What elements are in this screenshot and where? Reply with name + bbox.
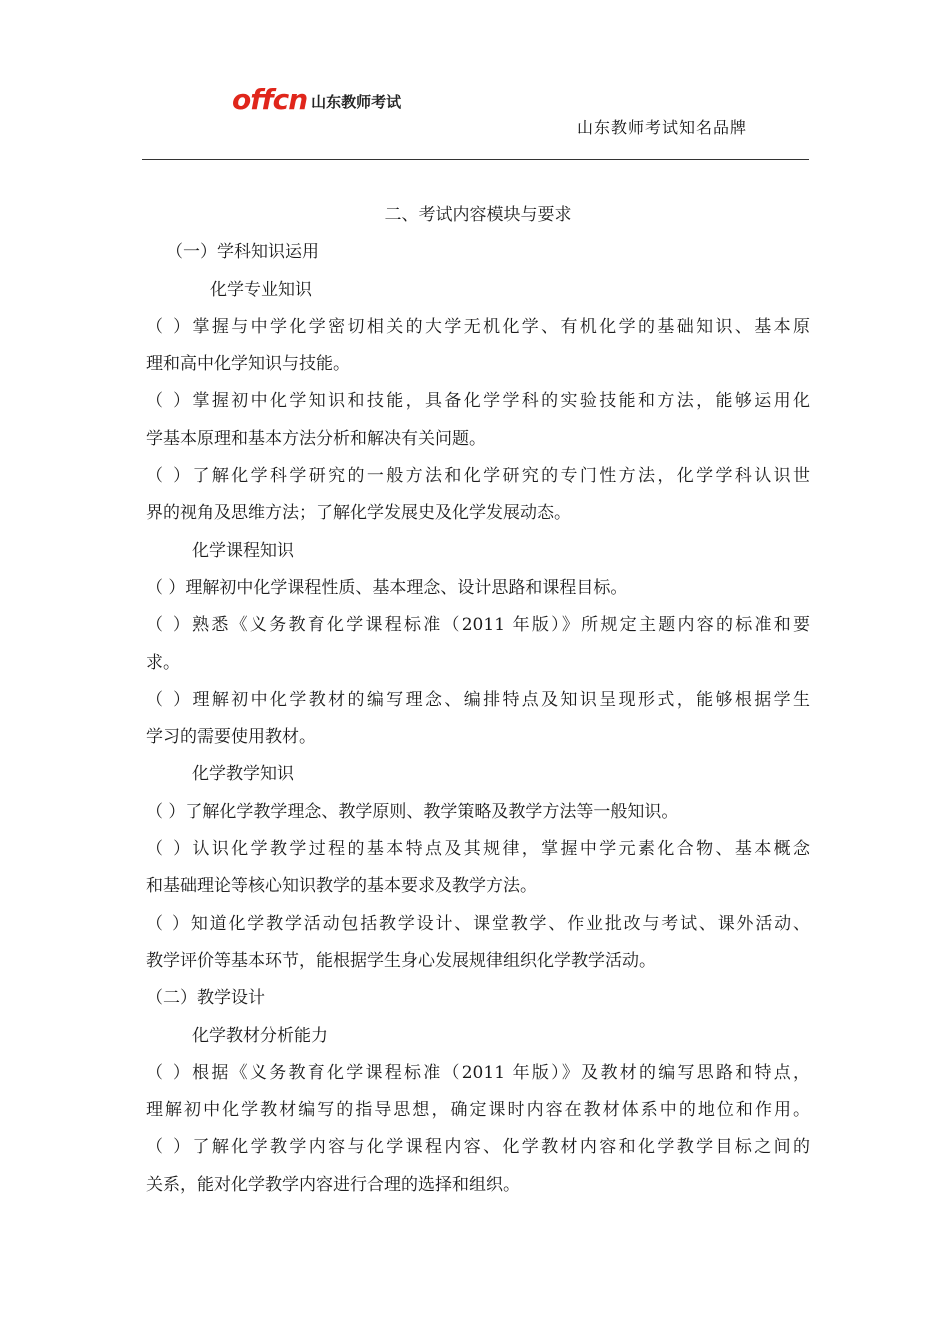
subsection-heading: 化学专业知识 — [210, 279, 312, 300]
subsection-heading: 化学教学知识 — [192, 764, 294, 785]
paragraph-line: （ ）认识化学教学过程的基本特点及其规律，掌握中学元素化合物、基本概念 — [146, 839, 810, 860]
brand-slogan: 山东教师考试知名品牌 — [577, 118, 748, 137]
subsection-heading: 化学教材分析能力 — [192, 1025, 328, 1046]
paragraph-line: （ ）掌握与中学化学密切相关的大学无机化学、有机化学的基础知识、基本原 — [146, 316, 810, 337]
paragraph-line: （ ）了解化学科学研究的一般方法和化学研究的专门性方法，化学学科认识世 — [146, 466, 810, 487]
page-header — [0, 0, 950, 170]
paragraph-line: （ ）了解化学教学内容与化学课程内容、化学教材内容和化学教学目标之间的 — [146, 1137, 810, 1158]
section-heading: （二）教学设计 — [146, 988, 265, 1009]
paragraph-line: 学基本原理和基本方法分析和解决有关问题。 — [146, 428, 486, 449]
offcn-logo — [232, 80, 401, 114]
paragraph-line: 理解初中化学教材编写的指导思想，确定课时内容在教材体系中的地位和作用。 — [146, 1100, 810, 1121]
paragraph-line: 理和高中化学知识与技能。 — [146, 354, 350, 375]
paragraph-line: 求。 — [146, 652, 180, 673]
paragraph-line: 教学评价等基本环节，能根据学生身心发展规律组织化学教学活动。 — [146, 950, 656, 971]
paragraph-line: 学习的需要使用教材。 — [146, 727, 316, 748]
header-rule — [142, 159, 809, 160]
logo-mark: offcn — [232, 83, 308, 116]
paragraph-line: 关系，能对化学教学内容进行合理的选择和组织。 — [146, 1174, 520, 1195]
subsection-heading: 化学课程知识 — [192, 540, 294, 561]
paragraph-line: （ ）掌握初中化学知识和技能，具备化学学科的实验技能和方法，能够运用化 — [146, 391, 810, 412]
paragraph-line: （ ）理解初中化学教材的编写理念、编排特点及知识呈现形式，能够根据学生 — [146, 689, 810, 710]
paragraph-line: 界的视角及思维方法；了解化学发展史及化学发展动态。 — [146, 503, 571, 524]
section-heading: （一）学科知识运用 — [166, 242, 319, 263]
logo-text: 山东教师考试 — [311, 93, 402, 111]
paragraph-line: （ ）熟悉《义务教育化学课程标准（2011 年版）》所规定主题内容的标准和要 — [146, 615, 810, 636]
paragraph-line: （ ）理解初中化学课程性质、基本理念、设计思路和课程目标。 — [146, 577, 628, 598]
paragraph-line: 和基础理论等核心知识教学的基本要求及教学方法。 — [146, 876, 537, 897]
paragraph-line: （ ）知道化学教学活动包括教学设计、课堂教学、作业批改与考试、课外活动、 — [146, 913, 810, 934]
paragraph-line: （ ）根据《义务教育化学课程标准（2011 年版）》及教材的编写思路和特点， — [146, 1062, 810, 1083]
document-body — [146, 197, 810, 1204]
document-title: 二、考试内容模块与要求 — [384, 205, 572, 225]
paragraph-line: （ ）了解化学教学理念、教学原则、教学策略及教学方法等一般知识。 — [146, 801, 679, 822]
